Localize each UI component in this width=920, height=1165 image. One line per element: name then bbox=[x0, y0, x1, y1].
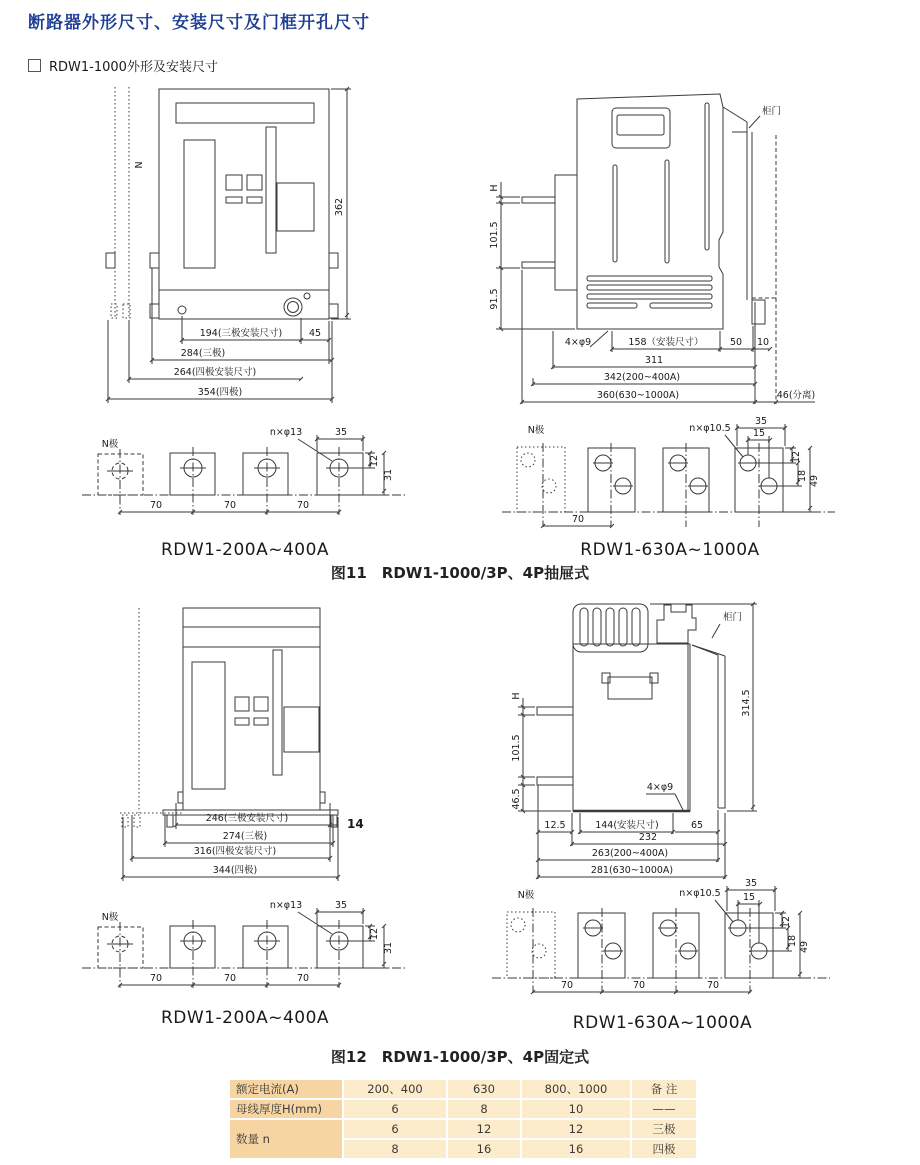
lugs bbox=[107, 926, 363, 968]
cabinet-door-dashed-line bbox=[752, 135, 776, 404]
cell: 四极 bbox=[632, 1140, 696, 1158]
n-pole-lug bbox=[517, 447, 565, 512]
dim-holes: 4×φ9 bbox=[646, 782, 674, 793]
row-label: 母线厚度H(mm) bbox=[230, 1100, 342, 1118]
table-row bbox=[230, 1080, 696, 1098]
dim-holes: n×φ10.5 bbox=[679, 888, 721, 899]
dim-12: 12 bbox=[781, 915, 792, 929]
cell: 12 bbox=[448, 1120, 520, 1138]
dim-65: 65 bbox=[690, 820, 704, 831]
section-heading bbox=[28, 56, 218, 75]
cell: —— bbox=[632, 1100, 696, 1118]
dim-70: 70 bbox=[223, 500, 237, 511]
breaker-body bbox=[106, 89, 338, 319]
dim-12: 12 bbox=[369, 454, 380, 468]
fig12-terminal-big-drawing bbox=[490, 878, 835, 1013]
dim-311: 311 bbox=[644, 355, 664, 366]
fig11-terminal-big-drawing bbox=[500, 415, 840, 540]
n-pole-label: N极 bbox=[527, 425, 545, 436]
dim-18: 18 bbox=[797, 469, 808, 483]
fig12-side-view-drawing bbox=[470, 588, 920, 888]
breaker-body bbox=[522, 94, 765, 329]
fig11-front-view-drawing bbox=[85, 82, 415, 427]
n-pole-label: N bbox=[134, 161, 145, 169]
dim-10: 10 bbox=[756, 337, 770, 348]
dim-316: 316(四极安装尺寸) bbox=[193, 846, 277, 857]
dim-holes: n×φ13 bbox=[269, 427, 303, 438]
dim-70: 70 bbox=[223, 973, 237, 984]
n-pole-lug bbox=[507, 912, 555, 978]
n-pole-label: N极 bbox=[101, 439, 119, 450]
cell: 6 bbox=[344, 1120, 446, 1138]
dim-101-5: 101.5 bbox=[511, 734, 522, 762]
dim-281: 281(630~1000A) bbox=[590, 865, 674, 876]
dim-342: 342(200~400A) bbox=[603, 372, 681, 383]
dim-70: 70 bbox=[296, 973, 310, 984]
dim-46-5: 46.5 bbox=[511, 788, 522, 810]
dim-70: 70 bbox=[296, 500, 310, 511]
dimension-labels bbox=[489, 105, 815, 401]
dimension-labels bbox=[102, 900, 394, 984]
spec-table bbox=[228, 1078, 698, 1160]
page-title: 断路器外形尺寸、安装尺寸及门框开孔尺寸 bbox=[28, 13, 370, 33]
dim-284: 284(三极) bbox=[180, 348, 226, 359]
dim-35: 35 bbox=[754, 416, 768, 427]
dim-12: 12 bbox=[369, 927, 380, 941]
dim-31: 31 bbox=[383, 468, 394, 482]
dim-15: 15 bbox=[742, 892, 756, 903]
fig12-caption: 图12 RDW1-1000/3P、4P固定式 bbox=[330, 1048, 590, 1066]
cabinet-door-label: 柜门 bbox=[762, 106, 782, 117]
fig12-terminal-small-drawing bbox=[80, 888, 410, 1013]
dim-362: 362 bbox=[334, 197, 345, 217]
table-row bbox=[230, 1100, 696, 1118]
dim-45: 45 bbox=[308, 328, 322, 339]
dim-18: 18 bbox=[787, 934, 798, 948]
square-bullet-icon bbox=[28, 59, 41, 72]
dim-354: 354(四极) bbox=[197, 387, 243, 398]
cell: 12 bbox=[522, 1120, 630, 1138]
dim-35: 35 bbox=[334, 900, 348, 911]
cell: 16 bbox=[522, 1140, 630, 1158]
dim-194: 194(三极安装尺寸) bbox=[199, 328, 283, 339]
cell: 10 bbox=[522, 1100, 630, 1118]
cell: 800、1000 bbox=[522, 1080, 630, 1098]
dim-50: 50 bbox=[729, 337, 743, 348]
row-label: 额定电流(A) bbox=[230, 1080, 342, 1098]
dim-46: 46(分离) bbox=[776, 390, 816, 401]
dim-15: 15 bbox=[752, 428, 766, 439]
cell: 6 bbox=[344, 1100, 446, 1118]
dimension-labels bbox=[102, 427, 394, 511]
fig11-terminal-small-caption: RDW1-200A~400A bbox=[160, 540, 330, 560]
dim-H: H bbox=[489, 184, 500, 192]
dim-holes: 4×φ9 bbox=[564, 337, 592, 348]
dim-70: 70 bbox=[632, 980, 646, 991]
dim-H: H bbox=[511, 692, 522, 700]
fig12-terminal-small-caption: RDW1-200A~400A bbox=[160, 1008, 330, 1028]
dim-232: 232 bbox=[638, 832, 658, 843]
dim-91-5: 91.5 bbox=[489, 288, 500, 310]
dim-101-5: 101.5 bbox=[489, 221, 500, 249]
n-pole-label: N极 bbox=[517, 890, 535, 901]
dim-12-5: 12.5 bbox=[544, 820, 566, 831]
dimension-lines bbox=[106, 87, 351, 403]
dim-344: 344(四极) bbox=[212, 865, 258, 876]
dim-49: 49 bbox=[809, 474, 820, 488]
cell: 8 bbox=[448, 1100, 520, 1118]
cabinet-door-label: 柜门 bbox=[723, 612, 743, 623]
dim-144: 144(安装尺寸) bbox=[595, 820, 659, 831]
breaker-body bbox=[163, 608, 338, 827]
dim-246: 246(三极安装尺寸) bbox=[205, 813, 289, 824]
dimension-labels bbox=[511, 611, 752, 876]
dim-holes: n×φ13 bbox=[269, 900, 303, 911]
dim-158: 158（安装尺寸） bbox=[628, 337, 704, 348]
dim-70: 70 bbox=[560, 980, 574, 991]
cell: 630 bbox=[448, 1080, 520, 1098]
dim-holes: n×φ10.5 bbox=[689, 423, 731, 434]
cell: 16 bbox=[448, 1140, 520, 1158]
dim-70: 70 bbox=[571, 514, 585, 525]
fig11-side-view-drawing bbox=[470, 82, 920, 427]
fig12-terminal-big-caption: RDW1-630A~1000A bbox=[572, 1013, 753, 1033]
dim-49: 49 bbox=[799, 940, 810, 954]
dim-263: 263(200~400A) bbox=[591, 848, 669, 859]
n-pole-label: N极 bbox=[101, 912, 119, 923]
dim-12: 12 bbox=[791, 450, 802, 464]
n-pole-dashed-outline bbox=[120, 608, 183, 827]
dim-31: 31 bbox=[383, 941, 394, 955]
dim-70: 70 bbox=[706, 980, 720, 991]
dim-14: 14 bbox=[347, 817, 364, 831]
dim-35: 35 bbox=[744, 878, 758, 889]
cell: 三极 bbox=[632, 1120, 696, 1138]
dimension-labels bbox=[528, 416, 820, 525]
dim-274: 274(三极) bbox=[222, 831, 268, 842]
section-title: RDW1-1000外形及安装尺寸 bbox=[49, 60, 218, 75]
dim-264: 264(四极安装尺寸) bbox=[173, 367, 257, 378]
cell: 200、400 bbox=[344, 1080, 446, 1098]
dim-70: 70 bbox=[149, 500, 163, 511]
dimension-lines bbox=[496, 182, 815, 404]
fig12-front-view-drawing bbox=[95, 595, 435, 890]
n-pole-dashed-outline bbox=[111, 87, 130, 318]
fig11-terminal-big-caption: RDW1-630A~1000A bbox=[580, 540, 760, 560]
fig11-caption: 图11 RDW1-1000/3P、4P抽屉式 bbox=[330, 564, 590, 582]
lugs bbox=[107, 453, 363, 495]
cell: 8 bbox=[344, 1140, 446, 1158]
fig11-terminal-small-drawing bbox=[80, 415, 410, 540]
breaker-body bbox=[537, 604, 725, 811]
row-label: 数量 n bbox=[230, 1120, 342, 1158]
cell: 备 注 bbox=[632, 1080, 696, 1098]
dim-35: 35 bbox=[334, 427, 348, 438]
dim-314-5: 314.5 bbox=[741, 689, 752, 717]
dim-70: 70 bbox=[149, 973, 163, 984]
dim-360: 360(630~1000A) bbox=[596, 390, 680, 401]
table-row bbox=[230, 1120, 696, 1138]
